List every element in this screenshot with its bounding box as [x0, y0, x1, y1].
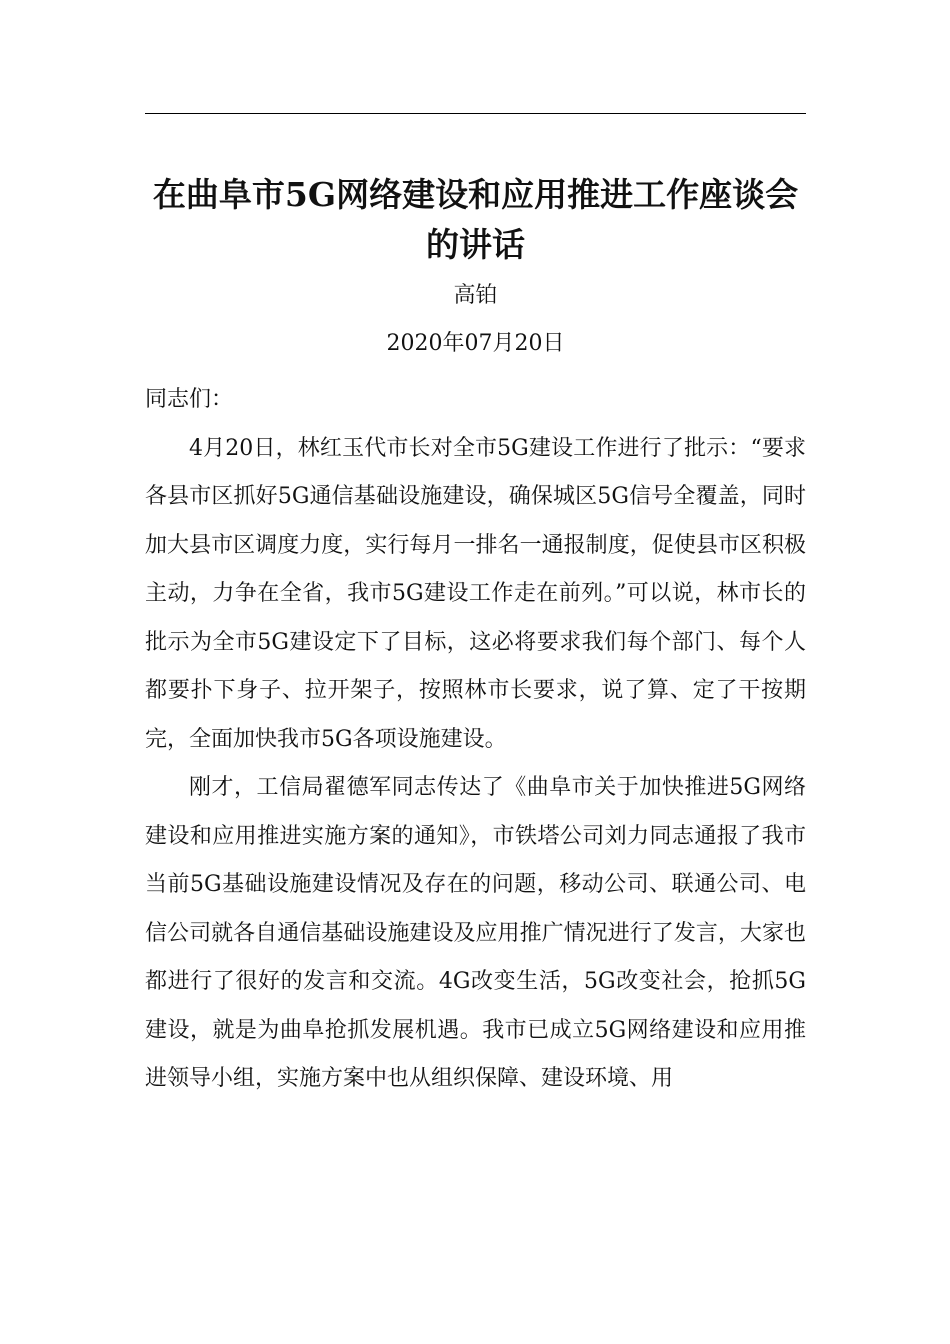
- salutation: 同志们：: [145, 387, 234, 412]
- document-body: [145, 376, 806, 1104]
- speech-date: 2020年07月20日: [386, 331, 565, 356]
- paragraph: 刚才，工信局翟德军同志传达了《曲阜市关于加快推进5G网络建设和应用推进实施方案的通知》，市铁塔公司刘力同志通报了我市当前5G基础设施建设情况及存在的问题，移动公司、联通公司、电信公司就各自通信基础设施建设及应用推广情况进行了发言，大家也都进行了很好的发言和交流。4G改变生活，5G改变社会，抢抓5G建设，就是为曲阜抢抓发展机遇。我市已成立5G网络建设和应用推进领导小组，实施方案中也从组织保障、建设环境、用: [145, 775, 806, 1091]
- header-rule: [145, 113, 806, 114]
- author: 高铂: [453, 283, 498, 308]
- document-title: 在曲阜市5G网络建设和应用推进工作座谈会的讲话: [152, 175, 799, 264]
- paragraph: 4月20日，林红玉代市长对全市5G建设工作进行了批示：“要求各县市区抓好5G通信基础设施建设，确保城区5G信号全覆盖，同时加大县市区调度力度，实行每月一排名一通报制度，促使县市区积极主动，力争在全省，我市5G建设工作走在前列。”可以说，林市长的批示为全市5G建设定下了目标，这必将要求我们每个部门、每个人都要扑下身子、拉开架子，按照林市长要求，说了算、定了干按期完，全面加快我市5G各项设施建设。: [145, 435, 806, 752]
